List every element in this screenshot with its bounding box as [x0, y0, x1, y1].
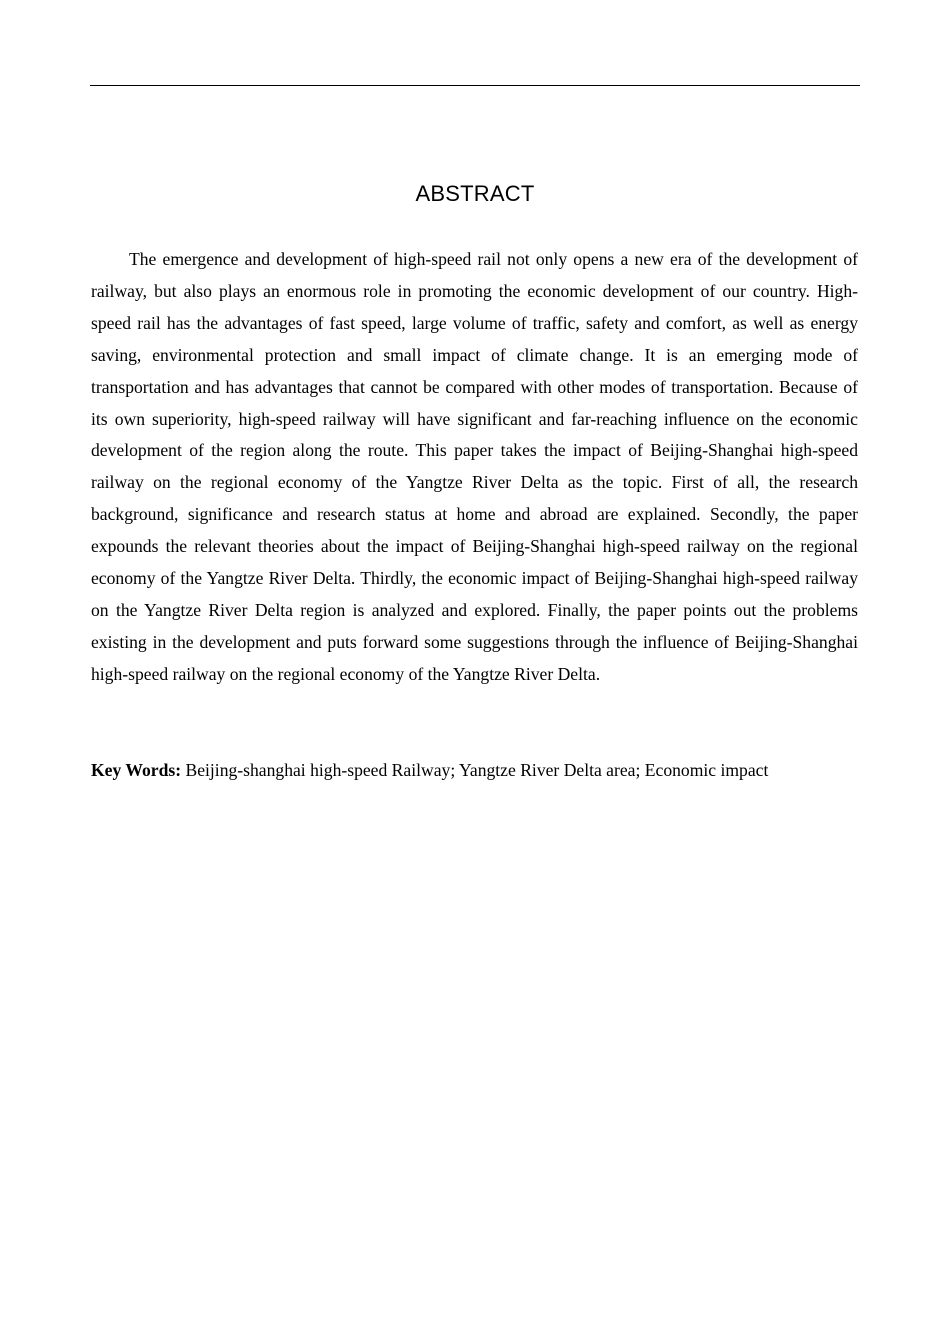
keywords-line	[91, 755, 858, 787]
abstract-paragraph: The emergence and development of high-speed rail not only opens a new era of the development of railway, but also plays an enormous role in promoting the economic development of our country. High-speed rail has the advantages of fast speed, large volume of traffic, safety and comfort, as well as energy saving, environmental protection and small impact of climate change. It is an emerging mode of transportation and has advantages that cannot be compared with other modes of transportation. Because of its own superiority, high-speed railway will have significant and far-reaching influence on the economic development of the region along the route. This paper takes the impact of Beijing-Shanghai high-speed railway on the regional economy of the Yangtze River Delta as the topic. First of all, the research background, significance and research status at home and abroad are explained. Secondly, the paper expounds the relevant theories about the impact of Beijing-Shanghai high-speed railway on the regional economy of the Yangtze River Delta. Thirdly, the economic impact of Beijing-Shanghai high-speed railway on the Yangtze River Delta region is analyzed and explored. Finally, the paper points out the problems existing in the development and puts forward some suggestions through the influence of Beijing-Shanghai high-speed railway on the regional economy of the Yangtze River Delta.	[91, 249, 858, 684]
keywords-text: Beijing-shanghai high-speed Railway; Yangtze River Delta area; Economic impact	[181, 760, 769, 780]
keywords-label: Key Words:	[91, 760, 182, 780]
abstract-title: ABSTRACT	[415, 181, 535, 206]
header-rule	[90, 85, 860, 86]
